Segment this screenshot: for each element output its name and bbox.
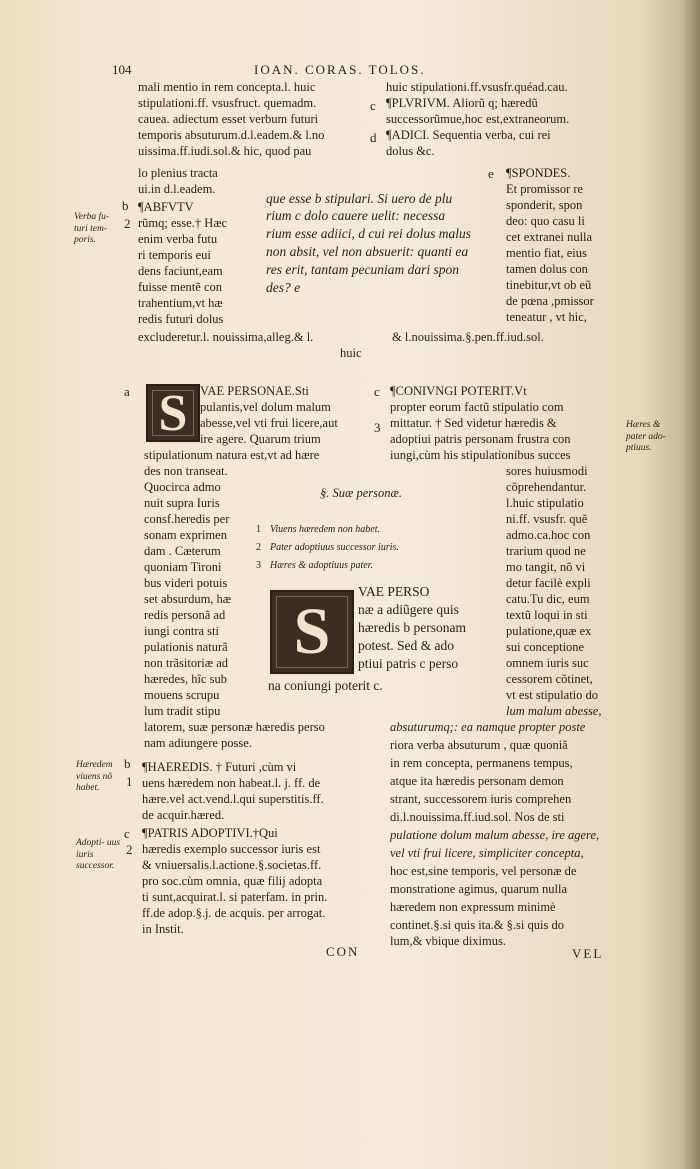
line: rium c dolo cauere uelit: necessa: [266, 208, 446, 223]
catchword-left: CON: [326, 944, 360, 959]
line: bus videri potuis: [144, 576, 228, 590]
line: vt est stipulatio do: [506, 688, 599, 702]
line: lum malum abesse,: [506, 704, 602, 718]
line: redis futuri dolus: [138, 312, 224, 326]
initial-letter: S: [293, 595, 331, 668]
line: des? e: [266, 280, 301, 295]
line: mentio fiat, eius: [506, 246, 587, 260]
line: detur facilè expli: [506, 576, 591, 590]
line: tinebitur,vt ob eũ: [506, 278, 592, 292]
line: mouens scrupu: [144, 688, 220, 702]
line: uens hæredem non habeat.l. j. ff. de: [142, 776, 321, 790]
line: teneatur , vt hic,: [506, 310, 587, 324]
line: cauea. adiectum esset verbum futuri: [138, 112, 319, 126]
line: des non transeat.: [144, 464, 228, 478]
line: abesse,vel vti frui licere,aut: [200, 416, 338, 430]
note-number: 2: [124, 216, 131, 231]
line: pulatione,quæ ex: [506, 624, 592, 638]
line: mali mentio in rem concepta.l. huic: [138, 80, 316, 94]
note-number: 2: [126, 842, 133, 857]
page-gutter-shadow: [682, 0, 700, 1169]
line: continet.§.si quis ita.& §.si quis do: [390, 918, 564, 932]
line: hæredis exemplo successor iuris est: [142, 842, 321, 856]
line: strant, successorem iuris comprehen: [390, 792, 572, 806]
line: ¶PLVRIVM. Aliorũ q; hæredũ: [386, 96, 538, 110]
line: mittatur. † Sed videtur hæredis &: [390, 416, 557, 430]
line: pulatione dolum malum abesse, ire agere,: [390, 828, 600, 842]
line: cõprehendantur.: [506, 480, 587, 494]
note-letter: d: [370, 130, 377, 145]
line: hæredem non expressum minimè: [390, 900, 556, 914]
line: rium esse adiici, d cui rei dolus malus: [266, 226, 471, 241]
line: ni.ff. vsusfr. quẽ: [506, 512, 588, 526]
line: dens faciunt,eam: [138, 264, 223, 278]
list-item: Viuens hæredem non habet.: [270, 524, 380, 535]
line: Quocirca admo: [144, 480, 221, 494]
line: uissima.ff.iudi.sol.& hic, quod pau: [138, 144, 312, 158]
line: stipulationi.ff. vsusfruct. quemadm.: [138, 96, 317, 110]
line: de acquir.hæred.: [142, 808, 225, 822]
line: propter eorum factũ stipulatio com: [390, 400, 564, 414]
line: latorem, suæ personæ hæredis perso: [144, 720, 325, 734]
line: ti sunt,acquirat.l. si paterfam. in prin.: [142, 890, 328, 904]
running-title: IOAN. CORAS. TOLOS.: [254, 62, 426, 77]
list-number: 2: [256, 542, 261, 553]
line: nuit supra Iuris: [144, 496, 220, 510]
line: & vniuersalis.l.actione.§.societas.ff.: [142, 858, 322, 872]
line: in rem concepta, permanens tempus,: [390, 756, 573, 770]
page-number: 104: [112, 62, 132, 77]
line: ¶ADICI. Sequentia verba, cui rei: [386, 128, 551, 142]
line: omnem iuris suc: [506, 656, 589, 670]
line: sponderit, spon: [506, 198, 583, 212]
line: enim verba futu: [138, 232, 218, 246]
line: trahentium,vt hæ: [138, 296, 223, 310]
line: potest. Sed & ado: [358, 638, 454, 653]
line: hære.vel act.vend.l.qui superstitis.ff.: [142, 792, 324, 806]
line: adoptiui patris personam frustra con: [390, 432, 571, 446]
line: dolus &c.: [386, 144, 435, 158]
line: iungi contra sti: [144, 624, 219, 638]
note-number: 1: [126, 774, 133, 789]
line: mo tangit, nõ vi: [506, 560, 586, 574]
line: næ a adiũgere quis: [358, 602, 459, 617]
line: deo: quo casu li: [506, 214, 585, 228]
note-letter: b: [122, 198, 129, 213]
line: ire agere. Quarum trium: [200, 432, 321, 446]
margin-note: Hæredem viuens nõ habet.: [76, 760, 113, 793]
line: nam adiungere posse.: [144, 736, 252, 750]
line: fuisse mentẽ con: [138, 280, 223, 294]
line: admo.ca.hoc con: [506, 528, 591, 542]
line: ¶CONIVNGI POTERIT.Vt: [390, 384, 527, 398]
line: temporis absuturum.d.l.eadem.& l.no: [138, 128, 325, 142]
line: textũ loqui in sti: [506, 608, 588, 622]
margin-note: Adopti- uus iuris successor.: [76, 838, 121, 871]
line: ¶PATRIS ADOPTIVI.†Qui: [142, 826, 278, 840]
line: ¶SPONDES.: [506, 166, 571, 180]
line: lum tradit stipu: [144, 704, 221, 718]
line: cessorem cõtinet,: [506, 672, 593, 686]
line: que esse b stipulari. Si uero de plu: [266, 191, 453, 206]
note-letter: c: [370, 98, 376, 113]
line: catu.Tu dic, eum: [506, 592, 590, 606]
line: trarium quod ne: [506, 544, 586, 558]
line: na coniungi poterit c.: [268, 678, 383, 693]
catchword-right: VEL: [572, 946, 604, 961]
line: pro soc.cùm omnia, quæ filij adopta: [142, 874, 323, 888]
line: hæredes, hîc sub: [144, 672, 227, 686]
note-letter: e: [488, 166, 494, 181]
line: redis personã ad: [144, 608, 226, 622]
line: ¶ABFVTV: [138, 200, 194, 214]
line: de pœna ,pmissor: [506, 294, 594, 308]
note-letter: c: [374, 384, 380, 399]
line: lum,& vbique diximus.: [390, 934, 506, 948]
line: vel vti frui licere, simpliciter concepta,: [390, 846, 584, 860]
margin-note: Verba fu- turi tem- poris.: [74, 212, 110, 245]
line: res erit, tantam pecuniam dari spon: [266, 262, 459, 277]
line: non trãsitoriæ ad: [144, 656, 229, 670]
note-letter: b: [124, 756, 131, 771]
line: hoc est,sine temporis, vel personæ de: [390, 864, 577, 878]
decorated-initial: [270, 590, 354, 674]
line: l.huic stipulatio: [506, 496, 584, 510]
line: in Instit.: [142, 922, 184, 936]
line: sonam exprimen: [144, 528, 227, 542]
initial-letter: S: [158, 384, 188, 442]
line: di.l.nouissima.ff.iud.sol. Nos de sti: [390, 810, 565, 824]
note-letter: c: [124, 826, 130, 841]
list-number: 3: [256, 560, 261, 571]
line: ptiui patris c perso: [358, 656, 459, 671]
line: huic stipulationi.ff.vsusfr.quéad.cau.: [386, 80, 568, 94]
line: Et promissor re: [506, 182, 584, 196]
line: hæredis b personam: [358, 620, 466, 635]
line: VAE PERSONAE.Sti: [200, 384, 309, 398]
line: huic: [340, 346, 362, 360]
line: pulantis,vel dolum malum: [200, 400, 331, 414]
list-item: Pater adoptiuus successor iuris.: [270, 542, 399, 553]
line: quoniam Tironi: [144, 560, 222, 574]
line: VAE PERSO: [358, 584, 430, 599]
line: ff.de adop.§.j. de acquis. per arrogat.: [142, 906, 326, 920]
line: tamen dolus con: [506, 262, 588, 276]
line: stipulationum natura est,vt ad hære: [144, 448, 320, 462]
line: cet extranei nulla: [506, 230, 593, 244]
line: dam . Cæterum: [144, 544, 221, 558]
margin-note: Hæres & pater ado- ptiuus.: [626, 420, 666, 453]
list-item: Hæres & adoptiuus pater.: [270, 560, 373, 571]
line: ¶HAEREDIS. † Futuri ,cùm vi: [142, 760, 297, 774]
line: successorũmue,hoc est,extraneorum.: [386, 112, 570, 126]
decorated-initial: [146, 384, 200, 442]
line: absuturumq;: ea namque propter poste: [390, 720, 586, 734]
line: atque ita hæredis personam demon: [390, 774, 564, 788]
line: riora verba absuturum , quæ quoniã: [390, 738, 568, 752]
line: ui.in d.l.eadem.: [138, 182, 216, 196]
line: consf.heredis per: [144, 512, 230, 526]
line: monstratione agimus, quarum nulla: [390, 882, 568, 896]
note-number: 3: [374, 420, 381, 435]
line: rũmq; esse.† Hæc: [138, 216, 228, 230]
line: sui conceptione: [506, 640, 585, 654]
line: set absurdum, hæ: [144, 592, 232, 606]
note-letter: a: [124, 384, 130, 399]
line: sores huiusmodi: [506, 464, 588, 478]
line: lo plenius tracta: [138, 166, 218, 180]
line: & l.nouissima.§.pen.ff.iud.sol.: [392, 330, 544, 344]
line: iungi,cùm his stipulationibus succes: [390, 448, 571, 462]
line: non absit, vel non absuerit: quanti ea: [266, 244, 469, 259]
section-heading: §. Suæ personæ.: [320, 486, 402, 500]
line: excluderetur.l. nouissima,alleg.& l.: [138, 330, 314, 344]
line: ri temporis eui: [138, 248, 211, 262]
list-number: 1: [256, 524, 261, 535]
line: pulationis naturã: [144, 640, 228, 654]
